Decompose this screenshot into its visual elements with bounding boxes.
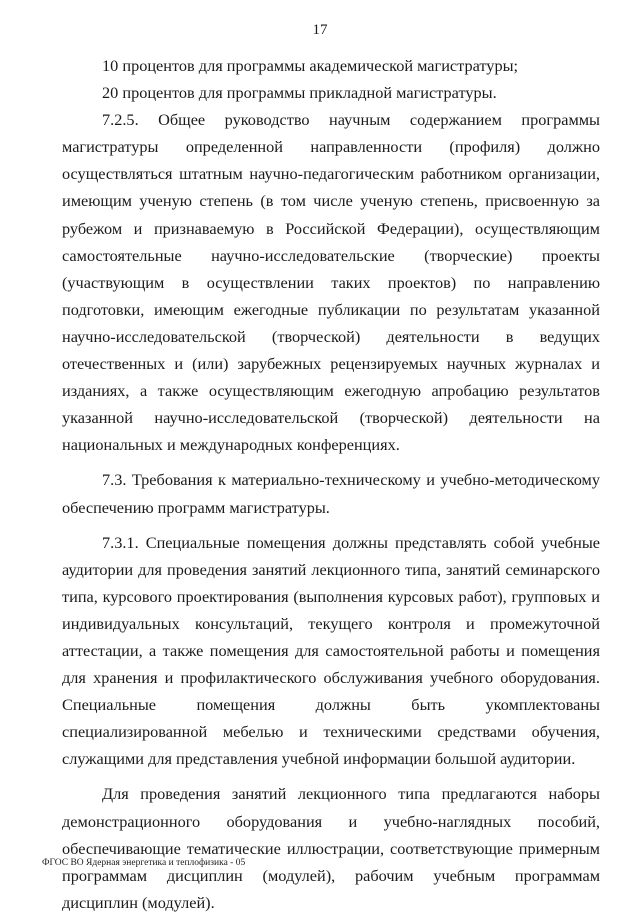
paragraph-7-2-5: 7.2.5. Общее руководство научным содержанием программы магистратуры определенной направленности (профиля) должно осуществляться штатным научно-педагогическим работником организации, имеющим ученую степень (в том числе ученую степень, присвоенную за рубежом и признаваемую в Российской Федерации), осуществляющим самостоятельные научно-исследовательские (творческие) проекты (участвующим в осуществлении таких проектов) по направлению подготовки, имеющим ежегодные публикации по результатам указанной научно-исследовательской (творческой) деятельности в ведущих отечественных и (или) зарубежных рецензируемых научных журналах и изданиях, а также осуществляющим ежегодную апробацию результатов указанной научно-исследовательской (творческой) деятельности на национальных и международных конференциях. bbox=[62, 110, 600, 455]
paragraph-gap bbox=[62, 521, 600, 529]
document-body bbox=[62, 52, 600, 916]
paragraph-academic-percent: 10 процентов для программы академической магистратуры; bbox=[102, 56, 519, 75]
footer-document-code: ФГОС ВО Ядерная энергетика и теплофизика - 05 bbox=[42, 858, 246, 868]
paragraph-lecture-equipment: Для проведения занятий лекционного типа предлагаются наборы демонстрационного оборудования и учебно-наглядных пособий, обеспечивающие тематические иллюстрации, соответствующие примерным программам дисциплин (модулей), рабочим учебным программам дисциплин (модулей). bbox=[62, 784, 600, 912]
paragraph-gap bbox=[62, 772, 600, 780]
paragraph-7-3-1: 7.3.1. Специальные помещения должны представлять собой учебные аудитории для проведения занятий лекционного типа, занятий семинарского типа, курсового проектирования (выполнения курсовых работ), групповых и индивидуальных консультаций, текущего контроля и промежуточной аттестации, а также помещения для самостоятельной работы и помещения для хранения и профилактического обслуживания учебного оборудования. Специальные помещения должны быть укомплектованы специализированной мебелью и техническими средствами обучения, служащими для представления учебной информации большой аудитории. bbox=[62, 532, 600, 769]
page-number: 17 bbox=[312, 22, 328, 38]
paragraph-applied-percent: 20 процентов для программы прикладной магистратуры. bbox=[102, 83, 497, 103]
paragraph-gap bbox=[62, 458, 600, 466]
paragraph-7-3: 7.3. Требования к материально-техническому и учебно-методическому обеспечению программ магистратуры. bbox=[62, 470, 600, 517]
